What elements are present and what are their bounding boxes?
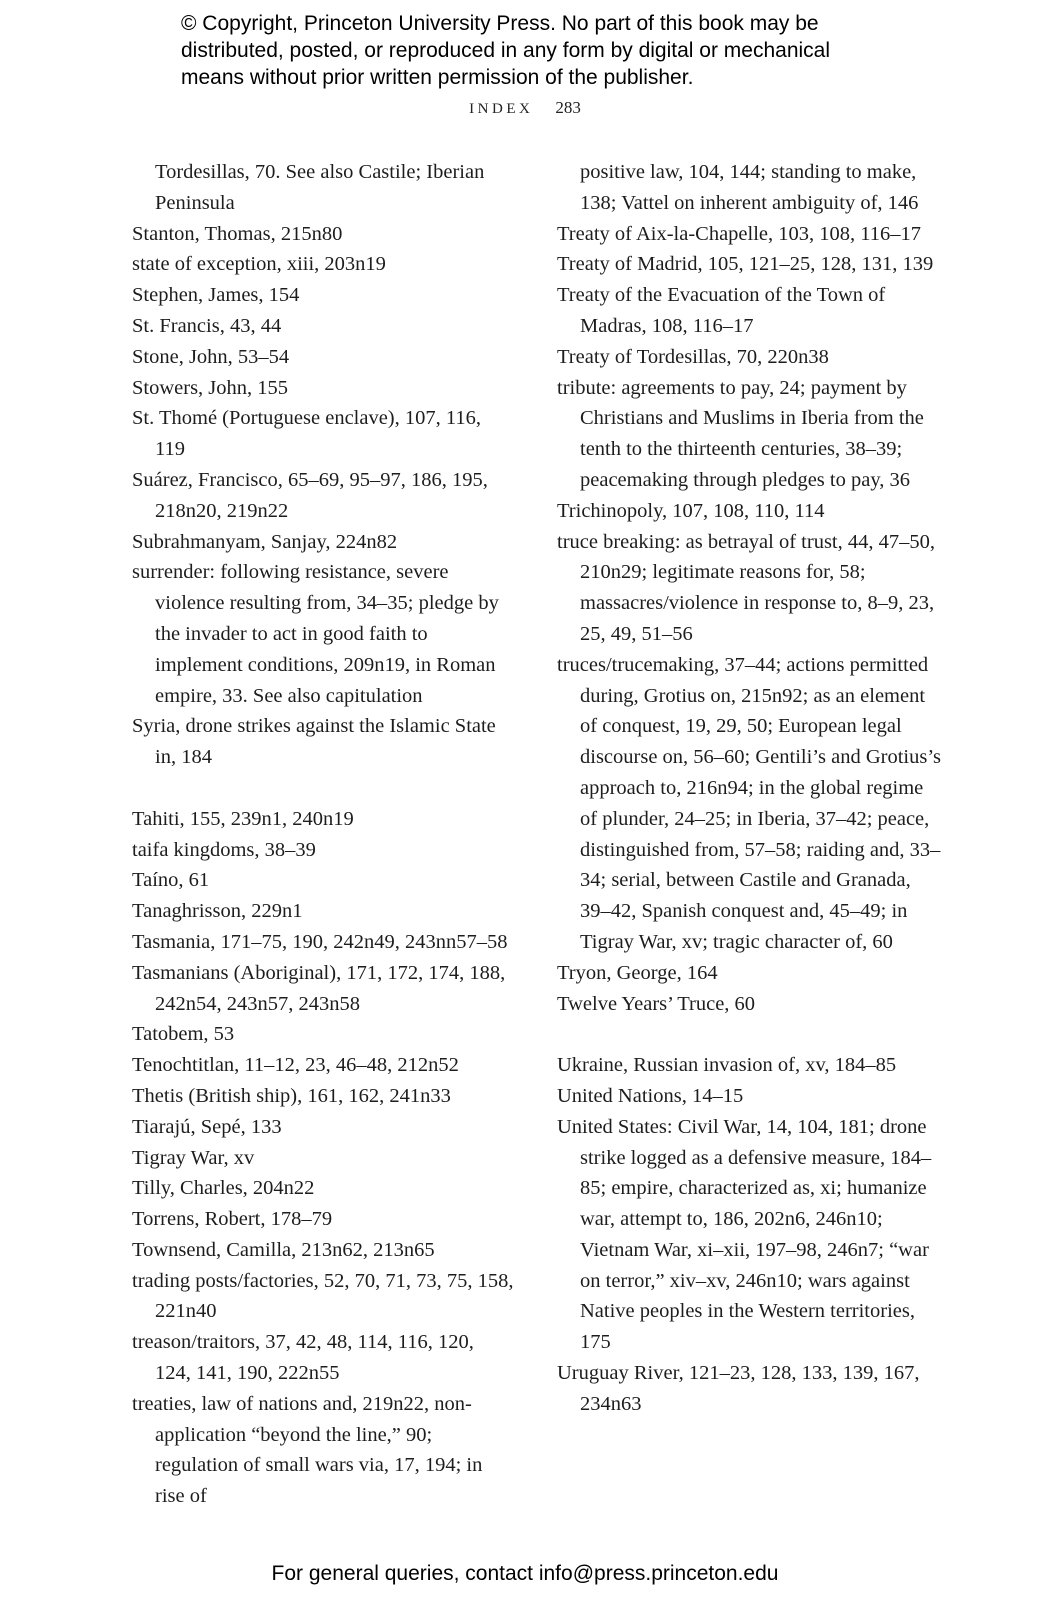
index-entry: Ukraine, Russian invasion of, xv, 184–85 — [557, 1054, 897, 1077]
index-entry: Treaty of Tordesillas, 70, 220n38 — [557, 345, 829, 368]
index-entry: Treaty of Madrid, 105, 121–25, 128, 131, 139 — [557, 253, 934, 276]
index-entry: Taíno, 61 — [132, 869, 210, 892]
running-head — [0, 98, 1050, 118]
letter-gap — [557, 1019, 945, 1050]
index-entry: St. Francis, 43, 44 — [132, 314, 282, 337]
copyright-notice — [181, 10, 901, 91]
index-entry: Stowers, John, 155 — [132, 376, 289, 399]
index-column-right — [557, 157, 945, 1420]
copyright-line: distributed, posted, or reproduced in any form by digital or mechanical — [181, 39, 831, 62]
index-entry: tribute: agreements to pay, 24; payment by Christians and Muslims in Iberia from the tenth to the thirteenth centuries, 38–39; peacemaking through pledges to pay, 36 — [557, 376, 924, 491]
index-entry: truces/trucemaking, 37–44; actions permitted during, Grotius on, 215n92; as an element of conquest, 19, 29, 50; European legal discourse on, 56–60; Gentili’s and Grotius’s approach to, 216n94; in the global regime of plunder, 24–25; in Iberia, 37–42; peace, distinguished from, 57–58; raiding and, 33–34; serial, between Castile and Granada, 39–42, Spanish conquest and, 45–49; in Tigray War, xv; tragic character of, 60 — [557, 653, 942, 953]
index-entry: state of exception, xiii, 203n19 — [132, 253, 386, 276]
page-number: 283 — [555, 98, 581, 117]
index-entry: Trichinopoly, 107, 108, 110, 114 — [557, 499, 825, 522]
footer-contact: For general queries, contact info@press.princeton.edu — [271, 1562, 779, 1585]
index-entry: St. Thomé (Portuguese enclave), 107, 116, 119 — [132, 407, 482, 461]
index-entry: Tilly, Charles, 204n22 — [132, 1177, 315, 1200]
running-head-label: INDEX — [469, 101, 534, 117]
index-entry: Tasmanians (Aboriginal), 171, 172, 174, 188, 242n54, 243n57, 243n58 — [132, 961, 506, 1015]
index-entry: Stanton, Thomas, 215n80 — [132, 222, 343, 245]
index-entry: United Nations, 14–15 — [557, 1084, 744, 1107]
index-entry: Tryon, George, 164 — [557, 961, 718, 984]
index-entry: treason/traitors, 37, 42, 48, 114, 116, 120, 124, 141, 190, 222n55 — [132, 1331, 474, 1385]
index-column-left — [132, 157, 514, 1512]
index-entry: taifa kingdoms, 38–39 — [132, 838, 316, 861]
index-entry: Stephen, James, 154 — [132, 284, 300, 307]
index-entry: Tasmania, 171–75, 190, 242n49, 243nn57–58 — [132, 930, 508, 953]
index-entry: Suárez, Francisco, 65–69, 95–97, 186, 195, 218n20, 219n22 — [132, 468, 488, 522]
index-entry: Tenochtitlan, 11–12, 23, 46–48, 212n52 — [132, 1054, 459, 1077]
index-entry: surrender: following resistance, severe violence resulting from, 34–35; pledge by the invader to act in good faith to implement conditions, 209n19, in Roman empire, 33. See also capitulation — [132, 561, 499, 707]
index-entry: Stone, John, 53–54 — [132, 345, 290, 368]
index-entry: treaties, law of nations and, 219n22, non-application “beyond the line,” 90; regulation of small wars via, 17, 194; in rise of — [132, 1392, 483, 1508]
index-entry: Thetis (British ship), 161, 162, 241n33 — [132, 1084, 451, 1107]
index-entry: Torrens, Robert, 178–79 — [132, 1208, 333, 1231]
letter-gap — [132, 773, 514, 804]
index-entry: Subrahmanyam, Sanjay, 224n82 — [132, 530, 398, 553]
index-entry: Tahiti, 155, 239n1, 240n19 — [132, 807, 354, 830]
index-entry: United States: Civil War, 14, 104, 181; drone strike logged as a defensive measure, 184–85; empire, characterized as, xi; humanize war, attempt to, 186, 202n6, 246n10; Vietnam War, xi–xii, 197–98, 246n7; “war on terror,” xiv–xv, 246n10; wars against Native peoples in the Western territories, 175 — [557, 1115, 932, 1354]
index-entry: trading posts/factories, 52, 70, 71, 73, 75, 158, 221n40 — [132, 1269, 514, 1323]
index-entry: Townsend, Camilla, 213n62, 213n65 — [132, 1238, 435, 1261]
index-entry: Uruguay River, 121–23, 128, 133, 139, 167, 234n63 — [557, 1362, 920, 1415]
index-entry: Tiarajú, Sepé, 133 — [132, 1115, 282, 1138]
copyright-line: means without prior written permission of the publisher. — [181, 66, 694, 89]
copyright-line: © Copyright, Princeton University Press. No part of this book may be — [181, 12, 819, 35]
index-entry: Tordesillas, 70. See also Castile; Iberian Peninsula — [155, 161, 485, 214]
index-entry: Tigray War, xv — [132, 1146, 255, 1169]
index-entry: Syria, drone strikes against the Islamic State in, 184 — [132, 715, 496, 769]
index-entry: positive law, 104, 144; standing to make, 138; Vattel on inherent ambiguity of, 146 — [580, 161, 919, 214]
index-entry: Twelve Years’ Truce, 60 — [557, 992, 756, 1015]
index-entry: Treaty of the Evacuation of the Town of Madras, 108, 116–17 — [557, 284, 886, 337]
index-entry: Tanaghrisson, 229n1 — [132, 900, 303, 923]
index-entry: Treaty of Aix-la-Chapelle, 103, 108, 116–17 — [557, 222, 922, 245]
index-entry: truce breaking: as betrayal of trust, 44, 47–50, 210n29; legitimate reasons for, 58; massacres/violence in response to, 8–9, 23, 25, 49, 51–56 — [557, 530, 935, 645]
index-entry: Tatobem, 53 — [132, 1023, 235, 1046]
